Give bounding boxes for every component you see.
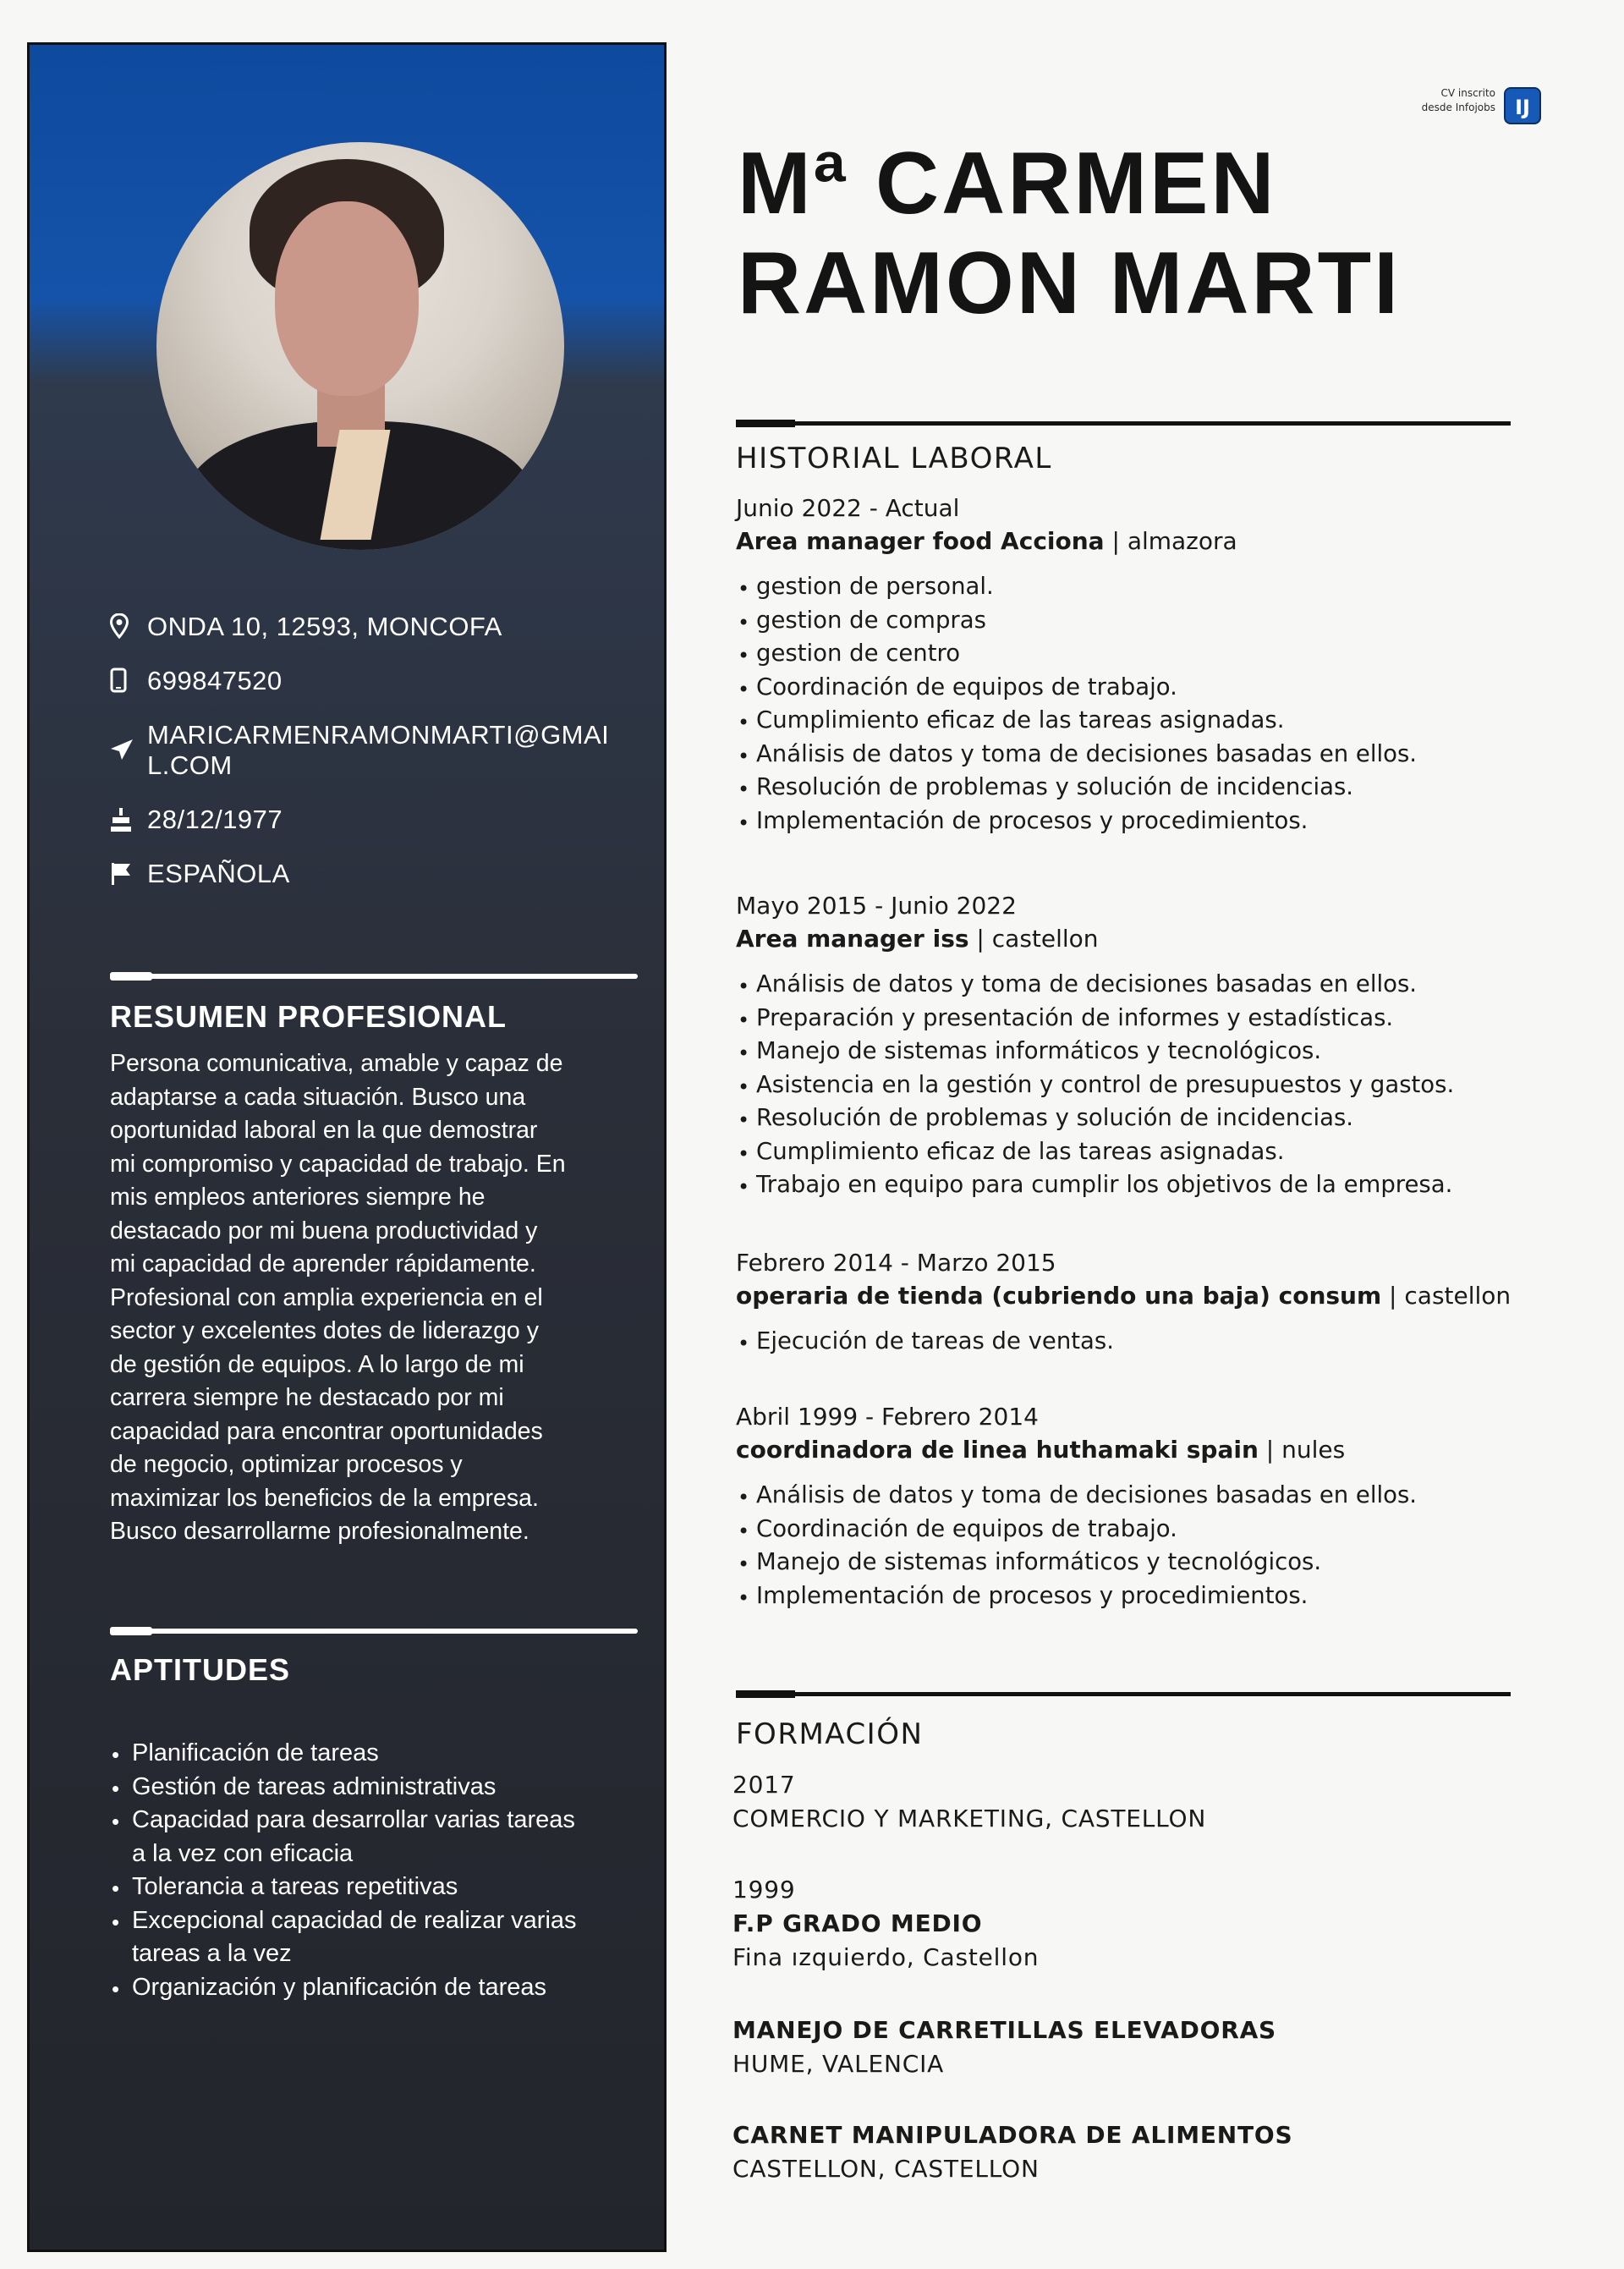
contact-info [110,612,651,913]
email-line-2: L.COM [147,750,233,780]
summary-line: mi capacidad de aprender rápidamente. [110,1250,536,1277]
flag-icon [110,859,147,886]
job-date: Junio 2022 - Actual [736,494,960,522]
summary-line: Profesional con amplia experiencia en el [110,1283,543,1311]
job-task: • Resolución de problemas y solución de incidencias. [736,1102,1514,1135]
job-tasks [736,570,1514,838]
summary-line: capacidad para encontrar oportunidades [110,1417,543,1445]
education-entry [732,2014,1511,2081]
education-divider [736,1692,1511,1696]
job-tasks [736,1325,1514,1359]
skill-text: tareas a la vez [132,1940,292,1967]
job-title: operaria de tienda (cubriendo una baja) consum | castellon [736,1282,1512,1310]
history-divider [736,421,1511,426]
name-line-2: RAMON MARTI [738,234,1402,332]
name-line-1: Mª CARMEN [738,135,1277,233]
job-title: coordinadora de linea huthamaki spain | nules [736,1436,1346,1464]
summary-line: adaptarse a cada situación. Busco una [110,1083,526,1111]
profile-photo [156,142,564,550]
education-entry [732,1768,1511,1836]
email-line-1: MARICARMENRAMONMARTI@GMAI [147,720,610,750]
job-date: Mayo 2015 - Junio 2022 [736,892,1017,920]
skills-divider [110,1629,638,1634]
birthdate-text: 28/12/1977 [147,805,283,834]
summary-line: de gestión de equipos. A lo largo de mi [110,1350,524,1378]
history-heading: HISTORIAL LABORAL [736,442,1052,475]
skill-text: a la vez con eficacia [132,1839,354,1867]
skill-item [110,1737,634,1771]
job-task: • Implementación de procesos y procedimientos. [736,1580,1514,1613]
summary-text [110,1047,634,1549]
summary-line: Busco desarrollarme profesionalmente. [110,1518,529,1545]
job-task: • Resolución de problemas y solución de incidencias. [736,771,1514,805]
summary-line: sector y excelentes dotes de liderazgo y [110,1317,539,1344]
education-heading: FORMACIÓN [736,1717,924,1751]
nationality-text: ESPAÑOLA [147,859,290,888]
nationality-row [110,859,651,889]
badge-line-1: CV inscrito [1440,87,1495,99]
job-task: • Manejo de sistemas informáticos y tecnológicos. [736,1546,1514,1580]
skill-item [110,1904,634,1971]
summary-heading: RESUMEN PROFESIONAL [110,999,508,1034]
job-task: • Trabajo en equipo para cumplir los objetivos de la empresa. [736,1168,1514,1202]
job-place: nules [1281,1436,1346,1464]
summary-line: destacado por mi buena productividad y [110,1217,538,1244]
email-row [110,720,651,781]
job-entry [736,1247,1514,1359]
skill-item [110,1971,634,2005]
job-title: Area manager food Acciona | almazora [736,527,1237,555]
job-place: almazora [1127,527,1237,555]
job-task: • Asistencia en la gestión y control de presupuestos y gastos. [736,1069,1514,1102]
job-task: • Cumplimiento eficaz de las tareas asignadas. [736,704,1514,738]
job-task: • Análisis de datos y toma de decisiones basadas en ellos. [736,738,1514,772]
skill-text: Excepcional capacidad de realizar varias [132,1906,577,1934]
job-role: coordinadora de linea huthamaki spain [736,1436,1259,1464]
birthday-cake-icon [110,805,147,833]
education-title: MANEJO DE CARRETILLAS ELEVADORAS [732,2016,1277,2044]
job-tasks [736,1479,1514,1612]
summary-line: mi compromiso y capacidad de trabajo. En [110,1150,566,1178]
skills-heading: APTITUDES [110,1652,291,1687]
education-year: 2017 [732,1771,796,1799]
skill-text: Gestión de tareas administrativas [132,1772,497,1800]
job-place: castellon [1404,1282,1512,1310]
education-title: CARNET MANIPULADORA DE ALIMENTOS [732,2121,1293,2149]
job-task: • Implementación de procesos y procedimientos. [736,805,1514,838]
job-task: • Coordinación de equipos de trabajo. [736,1513,1514,1547]
job-place: castellon [991,925,1099,953]
summary-line: de negocio, optimizar procesos y [110,1451,463,1478]
summary-line: carrera siempre he destacado por mi [110,1384,504,1411]
education-detail: CASTELLON, CASTELLON [732,2155,1040,2183]
job-role: Area manager iss [736,925,969,953]
skill-text: Organización y planificación de tareas [132,1973,547,2001]
sidebar [27,42,667,2252]
job-task: • Coordinación de equipos de trabajo. [736,671,1514,705]
skills-list [110,1737,634,2004]
infojobs-logo: IJ [1504,87,1541,124]
education-entry [732,1873,1511,1975]
education-entry [732,2118,1511,2186]
skill-text: Capacidad para desarrollar varias tareas [132,1806,575,1833]
job-entry [736,492,1514,838]
job-entry [736,890,1514,1202]
summary-line: oportunidad laboral en la que demostrar [110,1117,538,1144]
education-title: F.P GRADO MEDIO [732,1909,983,1937]
skill-item [110,1804,634,1871]
skill-item [110,1771,634,1805]
job-tasks [736,968,1514,1202]
job-title: Area manager iss | castellon [736,925,1099,953]
birthdate-row [110,805,651,835]
job-role: Area manager food Acciona [736,527,1105,555]
phone-text: 699847520 [147,666,283,695]
job-task: • Análisis de datos y toma de decisiones basadas en ellos. [736,1479,1514,1513]
job-task: • gestion de personal. [736,570,1514,604]
skill-item [110,1871,634,1904]
job-date: Febrero 2014 - Marzo 2015 [736,1249,1056,1277]
job-task: • Ejecución de tareas de ventas. [736,1325,1514,1359]
email-text [147,720,609,781]
location-pin-icon [110,612,147,639]
education-year: 1999 [732,1876,796,1904]
summary-line: maximizar los beneficios de la empresa. [110,1484,539,1512]
job-date: Abril 1999 - Febrero 2014 [736,1403,1039,1431]
send-icon [110,720,147,761]
skill-text: Tolerancia a tareas repetitivas [132,1873,458,1900]
job-task: • Cumplimiento eficaz de las tareas asignadas. [736,1135,1514,1169]
job-entry [736,1401,1514,1612]
job-task: • Manejo de sistemas informáticos y tecnológicos. [736,1035,1514,1069]
education-detail: Fina ızquierdo, Castellon [732,1943,1040,1971]
job-task: • Análisis de datos y toma de decisiones basadas en ellos. [736,968,1514,1002]
phone-row [110,666,651,696]
candidate-name [738,134,1401,333]
summary-line: mis empleos anteriores siempre he [110,1184,486,1211]
job-task: • Preparación y presentación de informes y estadísticas. [736,1002,1514,1036]
summary-divider [110,974,638,979]
job-task: • gestion de centro [736,637,1514,671]
address-text: ONDA 10, 12593, MONCOFA [147,612,502,641]
summary-line: Persona comunicativa, amable y capaz de [110,1050,563,1077]
infojobs-badge-text [1353,86,1495,115]
skill-text: Planificación de tareas [132,1739,379,1766]
phone-icon [110,666,147,693]
education-detail: COMERCIO Y MARKETING, CASTELLON [732,1805,1207,1832]
badge-line-2: desde Infojobs [1421,102,1495,113]
job-role: operaria de tienda (cubriendo una baja) consum [736,1282,1382,1310]
job-task: • gestion de compras [736,604,1514,638]
address-row [110,612,651,642]
education-detail: HUME, VALENCIA [732,2050,945,2078]
